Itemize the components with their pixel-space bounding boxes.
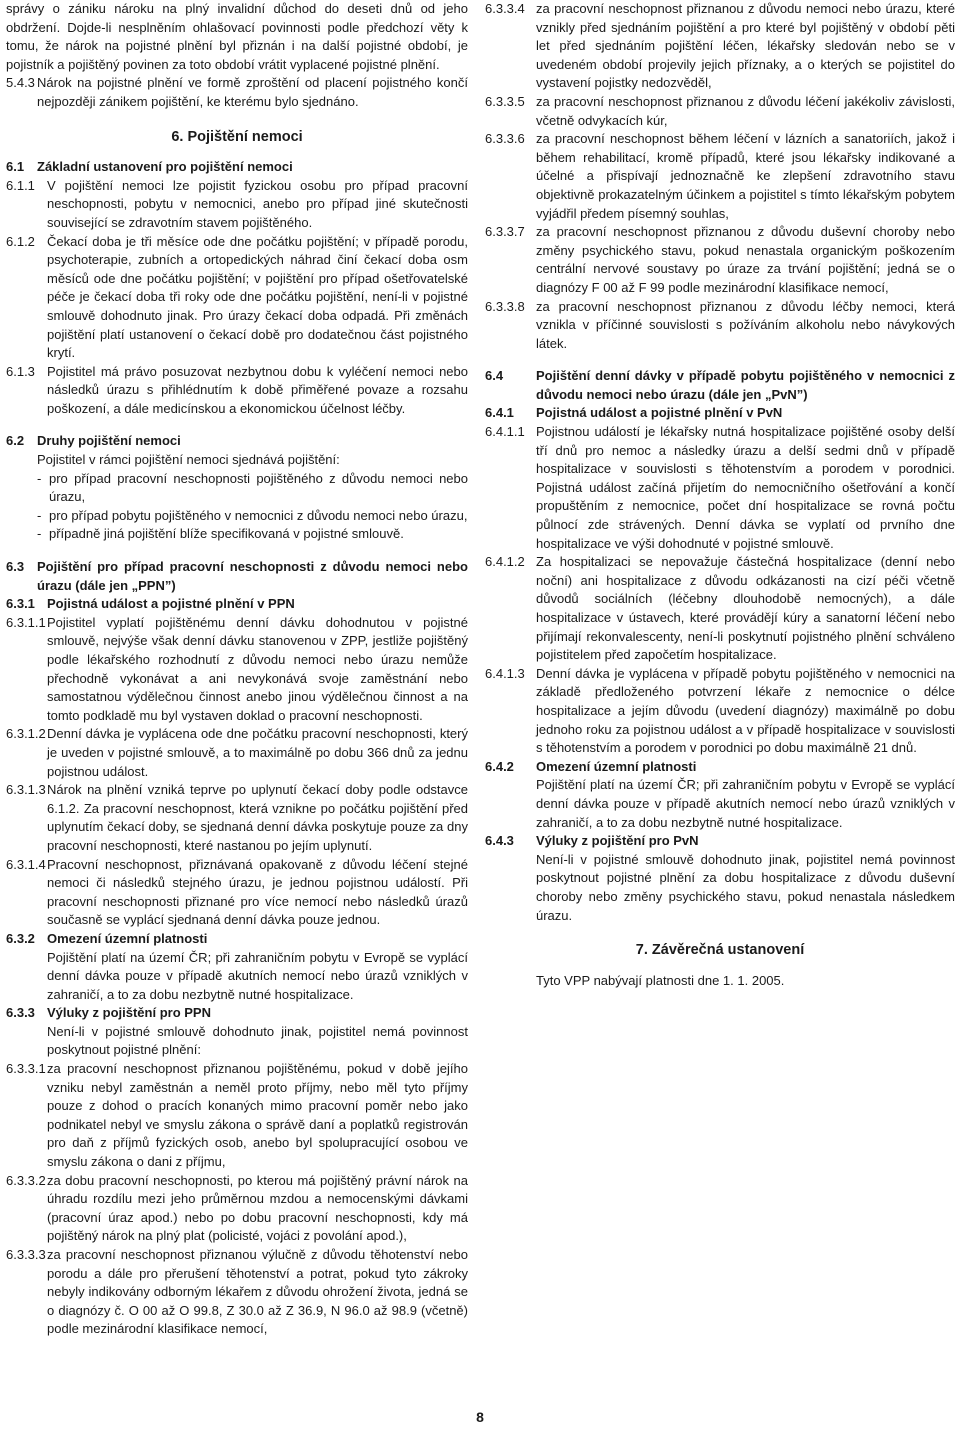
paragraph-text: za pracovní neschopnost přiznanou z důvodu léčby nemoci, která vznikla v příčinné souvislosti s požíváním alkoholu nebo návykových látek. <box>536 298 955 351</box>
paragraph-6-3-1-3 <box>6 781 468 855</box>
paragraph-6-3-3-2 <box>6 1172 468 1246</box>
heading-text: Základní ustanovení pro pojištění nemoci <box>37 159 293 175</box>
heading-number: 6.4.1 <box>485 405 514 421</box>
heading-text: Výluky z pojištění pro PPN <box>47 1005 211 1021</box>
paragraph-number: 6.3.3.5 <box>485 93 525 109</box>
right-column <box>485 0 955 990</box>
chapter-6-title: 6. Pojištění nemoci <box>171 128 303 145</box>
paragraph-text: za pracovní neschopnost přiznanou z důvodu duševní choroby nebo změny psychického stavu, pokud nenastala organickým poškozením centrální nervové soustavy po úraze za trvání pojištění; jedná se o diagnózy F 00 až F 99 podle mezinárodní klasifikace nemocí, <box>536 224 955 295</box>
heading-6-4 <box>485 367 955 404</box>
paragraph-number: 6.3.3.7 <box>485 224 525 240</box>
paragraph-text: Denní dávka je vyplácena v případě pobytu pojištěného v nemocnici na základě předloženého potvrzení lékaře z nemocnice o délce hospitalizace a jejím důvodu (uvedení diagnózy) maximálně po dobu jednoho roku za pojistnou událost a v případě hospitalizace v souvislosti s těhotenstvím a porodem v porodnici po dobu maximálně 21 dnů. <box>536 665 955 756</box>
paragraph-number: 6.3.1.4 <box>6 856 46 872</box>
paragraph-intro: správy o zániku nároku na plný invalidní důchod do deseti dnů od jeho obdržení. Dojde-li nesplněním ohlašovací povinnosti podle předchozí věty k tomu, že nárok na pojistné plnění byl přiznán i na další pojistné období, je pojistník a pojištěný povinen za toto období vrátit vyplacené pojistné plnění. <box>6 1 468 72</box>
paragraph-6-3-2: Pojištění platí na území ČR; při zahraničním pobytu v Evropě se vyplácí denní dávka pouze v případě akutních nemocí nebo úrazů vzniklých v zahraničí, a to za dobu nezbytně nutné hospitalizace. <box>47 949 468 1002</box>
heading-6-4-3 <box>485 832 955 851</box>
paragraph-number: 6.1.3 <box>6 363 35 379</box>
heading-6-1 <box>6 158 468 177</box>
paragraph-number: 6.3.3.6 <box>485 131 525 147</box>
paragraph-number: 6.3.3.3 <box>6 1247 46 1262</box>
paragraph-text: Nárok na plnění vzniká teprve po uplynutí čekací doby podle odstavce 6.1.2. Za pracovní neschopnost, která vznikne po počátku pojištění před uplynutím čekací doby, se sjednaná denní dávka poskytuje pouze za dny pracovní neschopnosti, které nastanou po jejím uplynutí. <box>47 782 468 853</box>
heading-text: Výluky z pojištění pro PvN <box>536 833 699 849</box>
heading-text: Druhy pojištění nemoci <box>37 433 181 449</box>
paragraph-6-3-1-1 <box>6 614 468 726</box>
paragraph-6-3-1-4 <box>6 856 468 930</box>
heading-number: 6.3.1 <box>6 596 35 612</box>
paragraph-6-1-1 <box>6 177 468 233</box>
heading-6-4-2 <box>485 758 955 777</box>
paragraph-6-4-1-2 <box>485 553 955 665</box>
paragraph-text: za pracovní neschopnost během léčení v lázních a sanatoriích, jakož i během rehabilitací, kromě případů, které jsou lékařsky indikované a účelné a přispívají jednoznačně ke zlepšení zdravotního stavu objektivně prokazatelným účinkem a pojistitel s tímto lékařským pobytem vyjádřil předem písemný souhlas, <box>536 131 955 221</box>
paragraph-6-4-1-3 <box>485 665 955 758</box>
heading-text: Pojistná událost a pojistné plnění v PPN <box>47 596 295 612</box>
heading-number: 6.3.2 <box>6 930 35 946</box>
heading-number: 6.4.3 <box>485 833 514 849</box>
heading-text: Pojistná událost a pojistné plnění v PvN <box>536 405 783 421</box>
list-item: - pro případ pobytu pojištěného v nemocnici z důvodu nemoci nebo úrazu, <box>37 507 468 523</box>
insurance-types-list <box>6 470 468 544</box>
heading-text: Omezení územní platnosti <box>47 930 208 946</box>
paragraph-6-4-1-1 <box>485 423 955 553</box>
paragraph-6-2-intro: Pojistitel v rámci pojištění nemoci sjednává pojištění: <box>37 452 340 468</box>
paragraph-text: V pojištění nemoci lze pojistit fyzickou osobu pro případ pracovní neschopnosti, pobytu v nemocnici, anebo pro případ jiné skutečnosti související se zdravotním stavem pojištěného. <box>47 177 468 230</box>
heading-6-3-1 <box>6 595 468 614</box>
paragraph-6-3-3: Není-li v pojistné smlouvě dohodnuto jinak, pojistitel nemá povinnost poskytnout pojistné plnění: <box>47 1023 468 1058</box>
heading-text: Pojištění pro případ pracovní neschopnosti z důvodu nemoci nebo úrazu (dále jen „PPN”) <box>37 559 468 593</box>
heading-text: Pojištění denní dávky v případě pobytu pojištěného v nemocnici z důvodu nemoci nebo úrazu (dále jen „PvN”) <box>536 368 955 402</box>
paragraph-6-3-3-6 <box>485 130 955 223</box>
heading-number: 6.4.2 <box>485 758 514 774</box>
paragraph-7: Tyto VPP nabývají platnosti dne 1. 1. 2005. <box>536 972 785 988</box>
paragraph-6-3-3-7 <box>485 223 955 297</box>
paragraph-text: Pracovní neschopnost, přiznávaná opakovaně z důvodu léčení stejné nemoci či následků stejného úrazu, je jednou pojistnou událostí. Při pracovní neschopnosti přiznané pro více nemocí nebo následků úrazů současně se vyplácí sjednaná denní dávka pouze jednou. <box>47 856 468 928</box>
left-column <box>6 0 468 1339</box>
paragraph-number: 6.3.3.8 <box>485 298 525 314</box>
page-number: 8 <box>476 1409 484 1425</box>
paragraph-number: 6.3.3.4 <box>485 1 525 16</box>
paragraph-number: 6.4.1.2 <box>485 554 525 570</box>
paragraph-6-4-3: Není-li v pojistné smlouvě dohodnuto jinak, pojistitel nemá povinnost poskytnout pojistné plnění za dobu hospitalizace z důvodu duševní choroby nebo změny psychického stavu, pokud nenastala následkem úrazu. <box>536 851 955 923</box>
list-item: - případně jiná pojištění blíže specifikovaná v pojistné smlouvě. <box>37 526 404 542</box>
paragraph-6-3-3-1 <box>6 1060 468 1172</box>
paragraph-text: za dobu pracovní neschopnosti, po kterou má pojištěný právní nárok na úhradu rozdílu mezi jeho průměrnou mzdou a nemocenskými dávkami (pracovní úraz apod.) nebo po dobu pracovní neschopnosti, kdy má pojištěný nárok na plný plat (policisté, vojáci z povolání apod.), <box>47 1172 468 1244</box>
paragraph-number: 6.3.3.1 <box>6 1061 46 1077</box>
heading-number: 6.4 <box>485 368 504 384</box>
heading-6-2 <box>6 432 468 451</box>
heading-text: Omezení územní platnosti <box>536 758 697 774</box>
paragraph-text: Čekací doba je tři měsíce ode dne počátku pojištění; v případě porodu, psychoterapie, zubních a ortopedických náhrad činí čekací doba osm měsíců ode dne počátku pojištění; v pojištění pro případ ošetřovatelské péče je čekací doba tři roky ode dne počátku pojištění, není-li v pojistné smlouvě dohodnuto jinak. Pro úrazy čekací doba odpadá. Při změnách pojištění platí ustanovení o čekací době pro dodatečnou část pojistného krytí. <box>47 233 468 361</box>
paragraph-number: 6.1.2 <box>6 233 35 249</box>
heading-6-4-1 <box>485 404 955 423</box>
paragraph-text: za pracovní neschopnost přiznanou z důvodu léčení jakékoliv závislosti, včetně odvykacích kúr, <box>536 93 955 128</box>
paragraph-text: Za hospitalizaci se nepovažuje částečná hospitalizace (denní nebo noční) ani hospitalizace z důvodu odkázanosti na cizí péči včetně důvodů sociálních (léčebny dlouhodobě nemocných), a dále hospitalizace v ústavech, které provádějí kúry a sanatorní léčení nebo přijímají rekonvalescenty, není-li poskytnutí pojistného plnění schváleno pojistitelem před započetím hospitalizace. <box>536 554 955 663</box>
paragraph-6-3-3-4 <box>485 0 955 93</box>
paragraph-6-4-2: Pojištění platí na území ČR; při zahraničním pobytu v Evropě se vyplácí denní dávka pouze v případě akutních nemocí nebo úrazů vzniklých v zahraničí, a to za dobu nezbytně nutné hospitalizace. <box>536 777 955 830</box>
heading-6-3-2 <box>6 930 468 949</box>
heading-6-3 <box>6 558 468 595</box>
paragraph-6-1-3 <box>6 363 468 419</box>
paragraph-number: 6.4.1.3 <box>485 665 525 681</box>
paragraph-5-4-3 <box>6 74 468 111</box>
paragraph-6-1-2 <box>6 233 468 363</box>
paragraph-text: Pojistnou událostí je lékařsky nutná hospitalizace pojištěné osoby delší tří dnů pro nemoc a následky úrazu a delší sedmi dnů v případě hospitalizace v souvislosti s těhotenstvím a porodem v porodnici. Pojistná událost začíná přijetím do nemocničního ošetřování a končí propuštěním z nemocnice, počet dní hospitalizace se rovná počtu půlnocí zde strávených. Denní dávka se vyplatí od prvního dne hospitalizace ve výši dohodnuté v pojistné smlouvě. <box>536 424 955 551</box>
paragraph-number: 6.4.1.1 <box>485 424 525 440</box>
heading-number: 6.3 <box>6 559 25 575</box>
paragraph-text: za pracovní neschopnost přiznanou výlučně z důvodu těhotenství nebo porodu a dále pro přerušení těhotenství a potrat, pokud tyto zákroky nebyly indikovány odborným lékařem z důvodu ohrožení života, jedná se o diagnózy č. O 00 až O 99.8, Z 30.0 až Z 36.9, N 96.0 až 98.9 (včetně) podle mezinárodní klasifikace nemocí, <box>47 1247 468 1337</box>
paragraph-number: 5.4.3 <box>6 75 35 91</box>
paragraph-number: 6.3.1.2 <box>6 726 46 742</box>
paragraph-text: Nárok na pojistné plnění ve formě zproštění od placení pojistného končí nejpozději zánikem pojištění, ke kterému bylo sjednáno. <box>37 75 468 109</box>
paragraph-6-3-3-3 <box>6 1246 468 1339</box>
paragraph-number: 6.3.1.3 <box>6 782 46 798</box>
heading-6-3-3 <box>6 1004 468 1023</box>
paragraph-number: 6.1.1 <box>6 177 35 193</box>
paragraph-6-3-3-8 <box>485 298 955 354</box>
paragraph-text: Pojistitel vyplatí pojištěnému denní dávku dohodnutou v pojistné smlouvě, nejvýše však denní dávku stanovenou v ZPP, jestliže pojištěný podle lékařského rozhodnutí z důvodu nemoci nebo úrazu nemůže přechodně vykonávat a ani nevykonává svoje zaměstnání nebo samostatnou výdělečnou činnost anebo jinou výdělečnou činnost a na tomto podkladě mu byl vystaven doklad o pracovní neschopnosti. <box>47 614 468 723</box>
paragraph-number: 6.3.3.2 <box>6 1172 46 1188</box>
paragraph-6-3-3-5 <box>485 93 955 130</box>
paragraph-text: za pracovní neschopnost přiznanou pojištěnému, pokud v době jejího vzniku nebyl zaměstnán a neměl proto příjmy, nebo měl tyto příjmy pouze z dohod o pracích konaných mimo pracovní poměr nebo jako podnikatel nebyl ve smyslu zákona o správě daní a poplatků registrován pro daň z příjmů fyzických osob, anebo byl spolupracující osobou ve smyslu zákona o dani z příjmu, <box>47 1061 468 1170</box>
heading-number: 6.1 <box>6 159 25 175</box>
paragraph-text: za pracovní neschopnost přiznanou z důvodu nemoci nebo úrazu, které vznikly před sjednáním pojištění a pro které byl pojištěný v období pěti let před sjednáním pojištění léčen, lékařsky sledován nebo se v uvedeném období projevily jejich příznaky, a o kterých se pojistitel do vystavení pojistky nedozvěděl, <box>536 1 955 91</box>
paragraph-number: 6.3.1.1 <box>6 614 46 630</box>
chapter-7-title: 7. Závěrečná ustanovení <box>635 942 805 959</box>
paragraph-text: Denní dávka je vyplácena ode dne počátku pracovní neschopnosti, který je uveden v pojistné smlouvě, a to maximálně po dobu 366 dnů za jednu pojistnou událost. <box>47 726 468 779</box>
list-item: - pro případ pracovní neschopnosti pojištěného z důvodu nemoci nebo úrazu, <box>37 470 468 505</box>
heading-number: 6.3.3 <box>6 1005 35 1021</box>
paragraph-text: Pojistitel má právo posuzovat nezbytnou dobu k vyléčení nemoci nebo následků úrazu s přihlédnutím k době přiměřené povaze a rozsahu poškození, a dále medicínskou a ekonomickou účelnost léčby. <box>47 363 468 416</box>
heading-number: 6.2 <box>6 433 25 449</box>
paragraph-6-3-1-2 <box>6 725 468 781</box>
